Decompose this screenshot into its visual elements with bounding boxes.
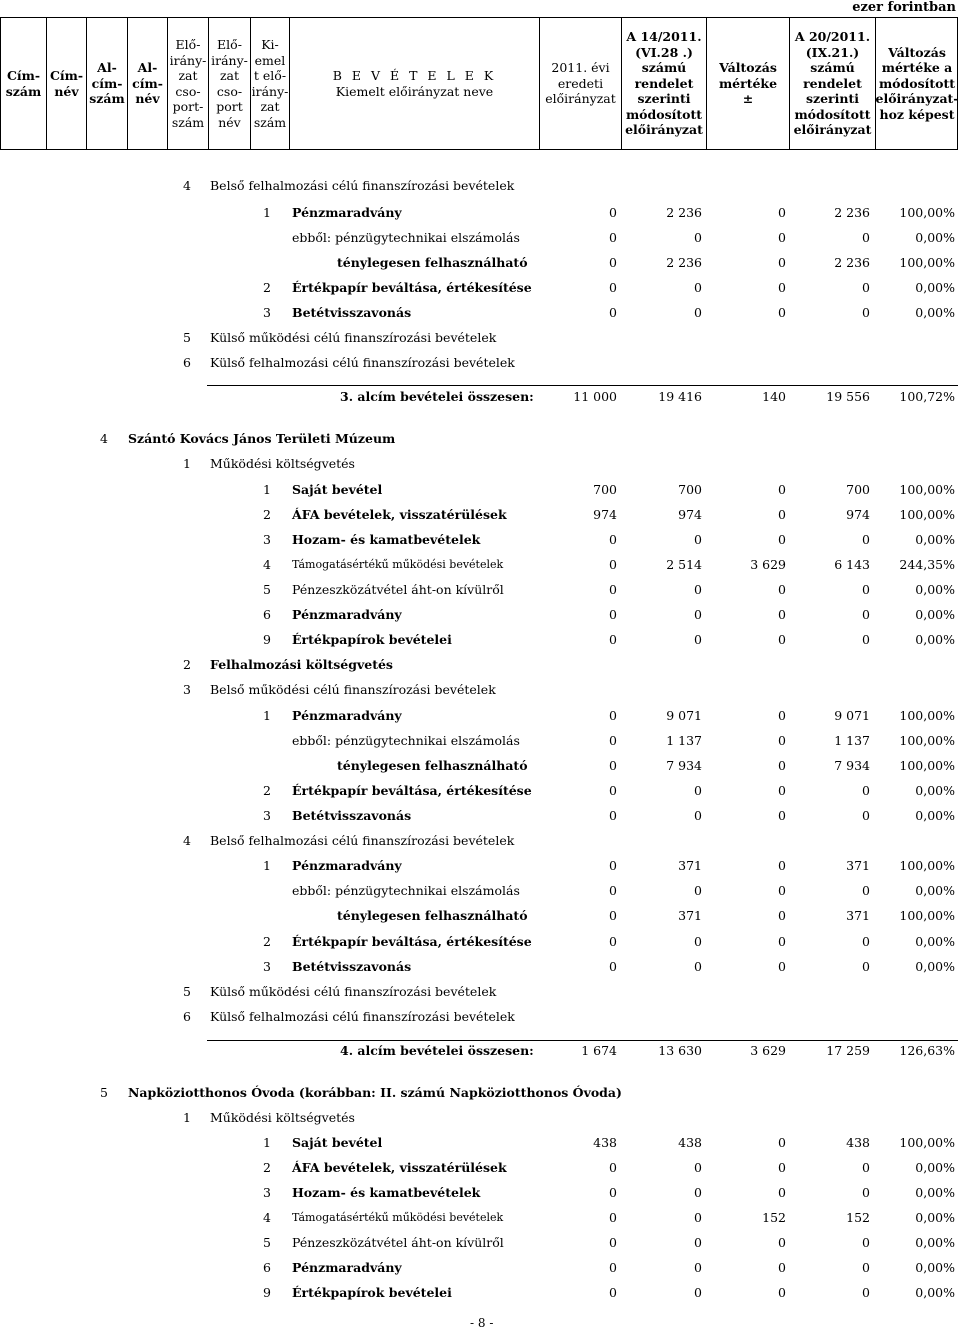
row-value: 3 629 (750, 1043, 786, 1058)
row-number: 6 (263, 1260, 271, 1275)
row-label: ténylegesen felhasználható (337, 908, 528, 923)
row-value: 0 (778, 205, 786, 220)
row-label: Pénzmaradvány (292, 607, 402, 622)
table-row (0, 957, 960, 977)
row-label: 4. alcím bevételei összesen: (340, 1043, 534, 1058)
row-value: 0 (778, 1135, 786, 1150)
row-value: 0 (694, 1210, 702, 1225)
row-label: ÁFA bevételek, visszatérülések (292, 507, 507, 522)
row-number: 9 (263, 1285, 271, 1300)
table-row (0, 1108, 960, 1128)
row-value: 0 (694, 883, 702, 898)
row-value: 0 (609, 708, 617, 723)
row-label: Támogatásértékű működési bevételek (292, 558, 504, 571)
row-number: 1 (183, 456, 191, 471)
row-label: Belső működési célú finanszírozási bevételek (210, 682, 496, 697)
row-value: 1 137 (666, 733, 702, 748)
header-cimnev: Cím- név (47, 18, 87, 149)
table-row (0, 756, 960, 776)
row-value: 0 (778, 305, 786, 320)
row-value: 0 (609, 280, 617, 295)
row-label: Pénzeszközátvétel áht-on kívülről (292, 582, 504, 597)
table-row (0, 253, 960, 273)
row-value: 0 (694, 607, 702, 622)
row-value: 0 (609, 808, 617, 823)
table-row (0, 856, 960, 876)
row-number: 2 (263, 934, 271, 949)
table-row (0, 555, 960, 575)
row-value: 0,00% (915, 230, 955, 245)
row-label: Betétvisszavonás (292, 808, 412, 823)
row-value: 0 (862, 883, 870, 898)
table-row (0, 831, 960, 851)
row-value: 0 (694, 305, 702, 320)
table-row (0, 1233, 960, 1253)
row-value: 0,00% (915, 1285, 955, 1300)
row-number: 2 (263, 280, 271, 295)
table-row (0, 176, 960, 196)
row-label: ebből: pénzügytechnikai elszámolás (292, 733, 520, 748)
table-row (0, 906, 960, 926)
row-value: 0 (609, 230, 617, 245)
row-value: 974 (846, 507, 870, 522)
row-value: 0 (609, 582, 617, 597)
row-value: 0 (609, 783, 617, 798)
row-number: 3 (263, 305, 271, 320)
row-label: Felhalmozási költségvetés (210, 657, 393, 672)
row-value: 0 (862, 632, 870, 647)
table-row (0, 1258, 960, 1278)
row-value: 2 236 (834, 255, 870, 270)
row-value: 100,00% (899, 482, 955, 497)
row-value: 0,00% (915, 883, 955, 898)
row-number: 5 (263, 1235, 271, 1250)
row-label: Pénzmaradvány (292, 708, 402, 723)
row-value: 0,00% (915, 1235, 955, 1250)
table-row (0, 932, 960, 952)
row-number: 2 (263, 783, 271, 798)
row-number: 6 (183, 1009, 191, 1024)
row-value: 0 (609, 1235, 617, 1250)
row-label: Belső felhalmozási célú finanszírozási bevételek (210, 178, 515, 193)
row-value: 0 (778, 959, 786, 974)
row-value: 0 (609, 1210, 617, 1225)
row-value: 0 (778, 230, 786, 245)
row-value: 11 000 (573, 389, 617, 404)
header-bevetelek-sub: Kiemelt előirányzat neve (335, 83, 494, 99)
row-value: 0,00% (915, 1185, 955, 1200)
table-row (0, 982, 960, 1002)
row-number: 4 (183, 178, 191, 193)
row-value: 0 (862, 305, 870, 320)
row-value: 0 (609, 632, 617, 647)
row-value: 6 143 (834, 557, 870, 572)
unit-label: ezer forintban (852, 0, 956, 15)
row-number: 4 (263, 1210, 271, 1225)
row-label: Támogatásértékű működési bevételek (292, 1211, 504, 1224)
row-value: 0 (609, 883, 617, 898)
row-label: Értékpapír beváltása, értékesítése (292, 783, 532, 798)
row-value: 0 (609, 305, 617, 320)
total-rule-2 (207, 1040, 958, 1041)
row-value: 0 (694, 230, 702, 245)
row-label: Értékpapír beváltása, értékesítése (292, 934, 532, 949)
row-value: 0,00% (915, 280, 955, 295)
row-value: 0 (609, 255, 617, 270)
row-label: Értékpapírok bevételei (292, 1285, 452, 1300)
row-label: Működési költségvetés (210, 1110, 355, 1125)
row-number: 5 (183, 330, 191, 345)
row-value: 0 (778, 1235, 786, 1250)
row-value: 0 (609, 557, 617, 572)
row-label: Pénzmaradvány (292, 1260, 402, 1275)
row-value: 0,00% (915, 783, 955, 798)
table-row (0, 429, 960, 449)
table-row (0, 731, 960, 751)
row-value: 0 (609, 908, 617, 923)
row-value: 0 (694, 783, 702, 798)
row-value: 126,63% (899, 1043, 955, 1058)
row-number: 5 (183, 984, 191, 999)
row-value: 0,00% (915, 532, 955, 547)
table-row (0, 1183, 960, 1203)
row-label: Betétvisszavonás (292, 959, 412, 974)
row-value: 0 (862, 230, 870, 245)
table-row (0, 505, 960, 525)
row-value: 0 (862, 532, 870, 547)
row-value: 0 (609, 205, 617, 220)
row-value: 371 (846, 858, 870, 873)
row-value: 0 (862, 934, 870, 949)
row-value: 0,00% (915, 582, 955, 597)
table-row (0, 1133, 960, 1153)
row-value: 13 630 (658, 1043, 702, 1058)
row-number: 6 (263, 607, 271, 622)
row-value: 17 259 (826, 1043, 870, 1058)
row-number: 2 (263, 507, 271, 522)
row-value: 0 (694, 934, 702, 949)
row-value: 0 (778, 1285, 786, 1300)
row-value: 0 (609, 858, 617, 873)
header-modositott-1: A 14/2011. (VI.28 .) számú rendelet szerinti módosított előirányzat (622, 18, 707, 149)
row-value: 0 (862, 1235, 870, 1250)
row-value: 100,00% (899, 708, 955, 723)
row-label: ebből: pénzügytechnikai elszámolás (292, 230, 520, 245)
row-label: 3. alcím bevételei összesen: (340, 389, 534, 404)
row-number: 9 (263, 632, 271, 647)
row-value: 100,00% (899, 205, 955, 220)
row-value: 0,00% (915, 607, 955, 622)
row-value: 371 (678, 908, 702, 923)
row-value: 0 (778, 1260, 786, 1275)
row-label: Pénzeszközátvétel áht-on kívülről (292, 1235, 504, 1250)
table-row (0, 530, 960, 550)
table-row (0, 680, 960, 700)
header-eloirany-csoport-nev: Elő- irány- zat cso- port név (209, 18, 251, 149)
row-value: 0 (862, 808, 870, 823)
row-value: 0 (694, 280, 702, 295)
row-value: 0 (778, 883, 786, 898)
row-label: Külső felhalmozási célú finanszírozási bevételek (210, 355, 515, 370)
row-value: 100,00% (899, 255, 955, 270)
row-label: Pénzmaradvány (292, 205, 402, 220)
row-value: 19 416 (658, 389, 702, 404)
row-value: 0 (778, 858, 786, 873)
table-row (0, 228, 960, 248)
row-number: 1 (263, 708, 271, 723)
table-row (0, 387, 960, 407)
row-value: 0 (609, 1160, 617, 1175)
row-value: 2 236 (666, 205, 702, 220)
row-value: 100,00% (899, 507, 955, 522)
row-value: 0 (778, 532, 786, 547)
table-row (0, 706, 960, 726)
row-value: 19 556 (826, 389, 870, 404)
row-value: 0 (778, 908, 786, 923)
row-value: 0 (778, 708, 786, 723)
row-value: 700 (846, 482, 870, 497)
row-value: 0 (778, 783, 786, 798)
row-value: 0,00% (915, 1210, 955, 1225)
row-value: 9 071 (834, 708, 870, 723)
table-row (0, 580, 960, 600)
row-value: 1 674 (581, 1043, 617, 1058)
row-number: 3 (183, 682, 191, 697)
row-label: Hozam- és kamatbevételek (292, 1185, 481, 1200)
row-value: 0 (609, 532, 617, 547)
row-number: 1 (263, 482, 271, 497)
row-value: 100,00% (899, 733, 955, 748)
row-value: 1 137 (834, 733, 870, 748)
header-valtozas: Változás mértéke ± (707, 18, 790, 149)
row-value: 0 (778, 280, 786, 295)
row-value: 0 (778, 1185, 786, 1200)
row-value: 0 (778, 934, 786, 949)
table-row (0, 806, 960, 826)
row-value: 0 (862, 783, 870, 798)
row-value: 0 (694, 1285, 702, 1300)
row-label: Napköziotthonos Óvoda (korábban: II. számú Napköziotthonos Óvoda) (128, 1085, 622, 1100)
row-value: 0 (778, 582, 786, 597)
row-value: 0 (694, 582, 702, 597)
row-number: 5 (100, 1085, 108, 1100)
row-number: 5 (263, 582, 271, 597)
table-row (0, 655, 960, 675)
table-row (0, 353, 960, 373)
row-value: 0 (862, 959, 870, 974)
row-number: 3 (263, 808, 271, 823)
row-value: 0 (694, 959, 702, 974)
row-value: 0,00% (915, 632, 955, 647)
row-label: Belső felhalmozási célú finanszírozási bevételek (210, 833, 515, 848)
row-value: 0 (609, 1285, 617, 1300)
table-row (0, 1041, 960, 1061)
row-value: 0 (778, 808, 786, 823)
row-value: 0 (694, 1160, 702, 1175)
row-value: 0 (862, 1285, 870, 1300)
row-label: Szántó Kovács János Területi Múzeum (128, 431, 396, 446)
row-number: 3 (263, 1185, 271, 1200)
row-value: 0 (862, 1160, 870, 1175)
row-label: ténylegesen felhasználható (337, 255, 528, 270)
row-value: 0 (778, 632, 786, 647)
row-value: 0 (778, 482, 786, 497)
row-value: 371 (678, 858, 702, 873)
row-number: 3 (263, 959, 271, 974)
row-value: 700 (678, 482, 702, 497)
row-value: 0 (609, 1260, 617, 1275)
row-value: 7 934 (834, 758, 870, 773)
row-number: 1 (183, 1110, 191, 1125)
row-value: 0 (694, 632, 702, 647)
table-row (0, 1083, 960, 1103)
header-valtozas-merteke: Változás mértéke a módosított előirányzat- hoz képest (875, 44, 959, 122)
row-value: 100,00% (899, 858, 955, 873)
table-row (0, 1283, 960, 1303)
header-kiemelt-szam: Ki- emel t elő- irány- zat szám (251, 18, 290, 149)
row-label: Hozam- és kamatbevételek (292, 532, 481, 547)
row-value: 0 (862, 607, 870, 622)
row-value: 2 236 (834, 205, 870, 220)
table-row (0, 480, 960, 500)
row-value: 0,00% (915, 808, 955, 823)
row-label: Pénzmaradvány (292, 858, 402, 873)
row-label: Külső felhalmozási célú finanszírozási bevételek (210, 1009, 515, 1024)
row-label: Betétvisszavonás (292, 305, 412, 320)
table-row (0, 605, 960, 625)
table-header (0, 17, 958, 150)
table-row (0, 630, 960, 650)
page-number: - 8 - (470, 1316, 494, 1330)
row-value: 0 (862, 1185, 870, 1200)
row-value: 700 (593, 482, 617, 497)
row-label: ebből: pénzügytechnikai elszámolás (292, 883, 520, 898)
row-number: 2 (263, 1160, 271, 1175)
row-value: 974 (678, 507, 702, 522)
row-value: 100,00% (899, 758, 955, 773)
row-value: 152 (846, 1210, 870, 1225)
header-alcimszam: Al- cím- szám (87, 18, 128, 149)
header-eredeti: 2011. évi eredeti előirányzat (540, 18, 622, 149)
row-label: ÁFA bevételek, visszatérülések (292, 1160, 507, 1175)
row-value: 0 (694, 1235, 702, 1250)
row-value: 100,00% (899, 908, 955, 923)
row-value: 0,00% (915, 1260, 955, 1275)
row-number: 2 (183, 657, 191, 672)
row-value: 438 (846, 1135, 870, 1150)
row-value: 0,00% (915, 1160, 955, 1175)
row-value: 0 (609, 934, 617, 949)
row-number: 3 (263, 532, 271, 547)
row-value: 100,00% (899, 1135, 955, 1150)
row-label: ténylegesen felhasználható (337, 758, 528, 773)
row-number: 1 (263, 858, 271, 873)
row-value: 100,72% (899, 389, 955, 404)
row-value: 974 (593, 507, 617, 522)
table-row (0, 328, 960, 348)
table-row (0, 881, 960, 901)
row-value: 0,00% (915, 959, 955, 974)
row-label: Külső működési célú finanszírozási bevételek (210, 330, 497, 345)
row-value: 371 (846, 908, 870, 923)
header-bevetelek (290, 18, 540, 149)
row-value: 0 (609, 733, 617, 748)
row-value: 0 (778, 507, 786, 522)
row-value: 2 514 (666, 557, 702, 572)
row-value: 0 (694, 1185, 702, 1200)
row-value: 0 (609, 1185, 617, 1200)
row-number: 4 (100, 431, 108, 446)
row-value: 0 (778, 607, 786, 622)
total-rule-1 (207, 385, 958, 386)
row-value: 0 (778, 255, 786, 270)
table-row (0, 278, 960, 298)
row-value: 0,00% (915, 305, 955, 320)
row-value: 0 (778, 1160, 786, 1175)
row-value: 0 (609, 758, 617, 773)
row-value: 438 (678, 1135, 702, 1150)
row-value: 0 (609, 607, 617, 622)
table-row (0, 203, 960, 223)
table-row (0, 781, 960, 801)
row-value: 0 (862, 1260, 870, 1275)
table-row (0, 1158, 960, 1178)
table-row (0, 454, 960, 474)
row-value: 0 (694, 808, 702, 823)
row-value: 3 629 (750, 557, 786, 572)
row-value: 438 (593, 1135, 617, 1150)
row-value: 0 (862, 582, 870, 597)
row-value: 140 (762, 389, 786, 404)
row-number: 1 (263, 1135, 271, 1150)
table-row (0, 303, 960, 323)
row-value: 0 (862, 280, 870, 295)
row-value: 244,35% (899, 557, 955, 572)
header-alcimnev: Al- cím- név (128, 18, 168, 149)
row-label: Külső működési célú finanszírozási bevételek (210, 984, 497, 999)
row-value: 9 071 (666, 708, 702, 723)
header-modositott-2: A 20/2011. (IX.21.) számú rendelet szerinti módosított előirányzat (790, 18, 876, 149)
table-row (0, 1208, 960, 1228)
row-value: 0 (694, 1260, 702, 1275)
row-label: Működési költségvetés (210, 456, 355, 471)
row-value: 0 (609, 959, 617, 974)
header-eloirany-csoport-szam: Elő- irány- zat cso- port- szám (168, 18, 209, 149)
header-bevetelek-title: B E V É T E L E K (332, 68, 497, 83)
row-value: 0 (778, 758, 786, 773)
row-number: 6 (183, 355, 191, 370)
row-value: 152 (762, 1210, 786, 1225)
row-label: Értékpapír beváltása, értékesítése (292, 280, 532, 295)
row-label: Saját bevétel (292, 482, 383, 497)
row-value: 0,00% (915, 934, 955, 949)
row-value: 7 934 (666, 758, 702, 773)
header-cimszam: Cím- szám (1, 18, 47, 149)
row-number: 1 (263, 205, 271, 220)
row-value: 2 236 (666, 255, 702, 270)
row-number: 4 (263, 557, 271, 572)
row-label: Saját bevétel (292, 1135, 383, 1150)
row-label: Értékpapírok bevételei (292, 632, 452, 647)
row-value: 0 (778, 733, 786, 748)
row-number: 4 (183, 833, 191, 848)
row-value: 0 (694, 532, 702, 547)
table-row (0, 1007, 960, 1027)
